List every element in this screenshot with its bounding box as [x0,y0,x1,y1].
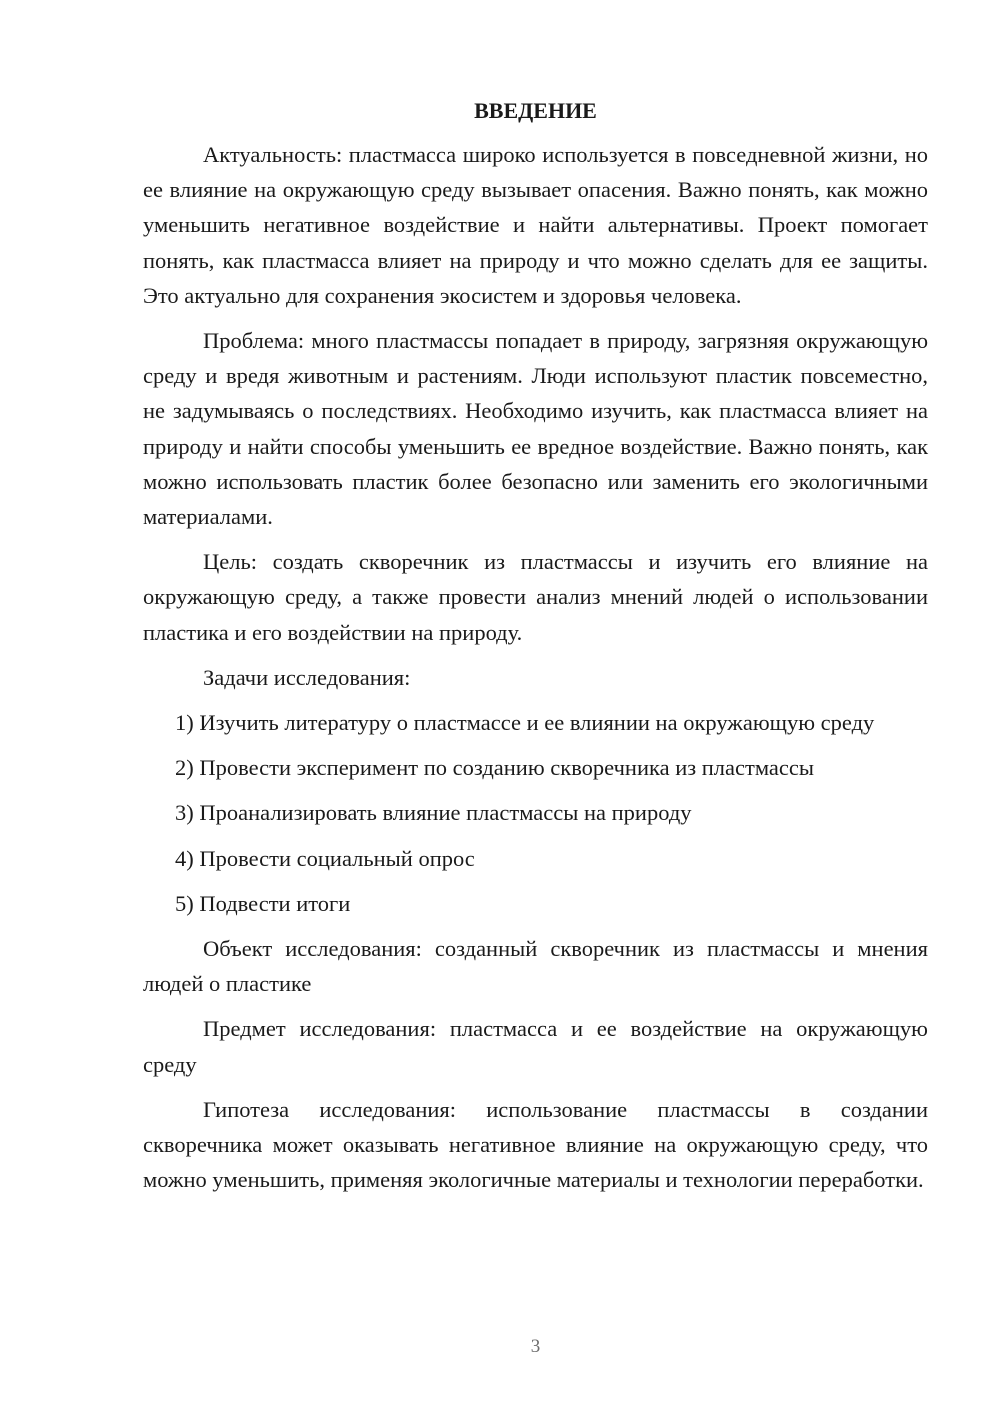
task-item-1: 1) Изучить литературу о пластмассе и ее влиянии на окружающую среду [175,710,875,736]
page-number: 3 [530,1336,541,1357]
document-page [143,96,928,1207]
paragraph-problem: Проблема: много пластмассы попадает в природу, загрязняя окружающую среду и вредя животным и растениям. Люди используют пластик повсеместно, не задумываясь о последствиях. Необходимо изучить, как пластмасса влияет на природу и найти способы уменьшить ее вредное воздействие. Важно понять, как можно использовать пластик более безопасно или заменить его экологичными материалами. [143,328,928,530]
paragraph-object: Объект исследования: созданный скворечник из пластмассы и мнения людей о пластике [143,936,928,997]
task-item-5: 5) Подвести итоги [175,890,351,916]
task-item-4: 4) Провести социальный опрос [175,845,475,871]
paragraph-relevance: Актуальность: пластмасса широко используется в повседневной жизни, но ее влияние на окружающую среду вызывает опасения. Важно понять, как можно уменьшить негативное воздействие и найти альтернативы. Проект помогает понять, как пластмасса влияет на природу и что можно сделать для ее защиты. Это актуально для сохранения экосистем и здоровья человека. [143,142,928,308]
paragraph-goal: Цель: создать скворечник из пластмассы и изучить его влияние на окружающую среду, а также провести анализ мнений людей о использовании пластика и его воздействии на природу. [143,549,928,645]
paragraph-subject: Предмет исследования: пластмасса и ее воздействие на окружающую среду [143,1016,928,1077]
paragraph-hypothesis: Гипотеза исследования: использование пластмассы в создании скворечника может оказывать негативное влияние на окружающую среду, что можно уменьшить, применяя экологичные материалы и технологии переработки. [143,1096,928,1193]
page-title: ВВЕДЕНИЕ [474,98,597,123]
tasks-heading: Задачи исследования: [203,664,411,690]
task-item-3: 3) Проанализировать влияние пластмассы на природу [175,800,692,826]
task-item-2: 2) Провести эксперимент по созданию скворечника из пластмассы [175,755,814,781]
